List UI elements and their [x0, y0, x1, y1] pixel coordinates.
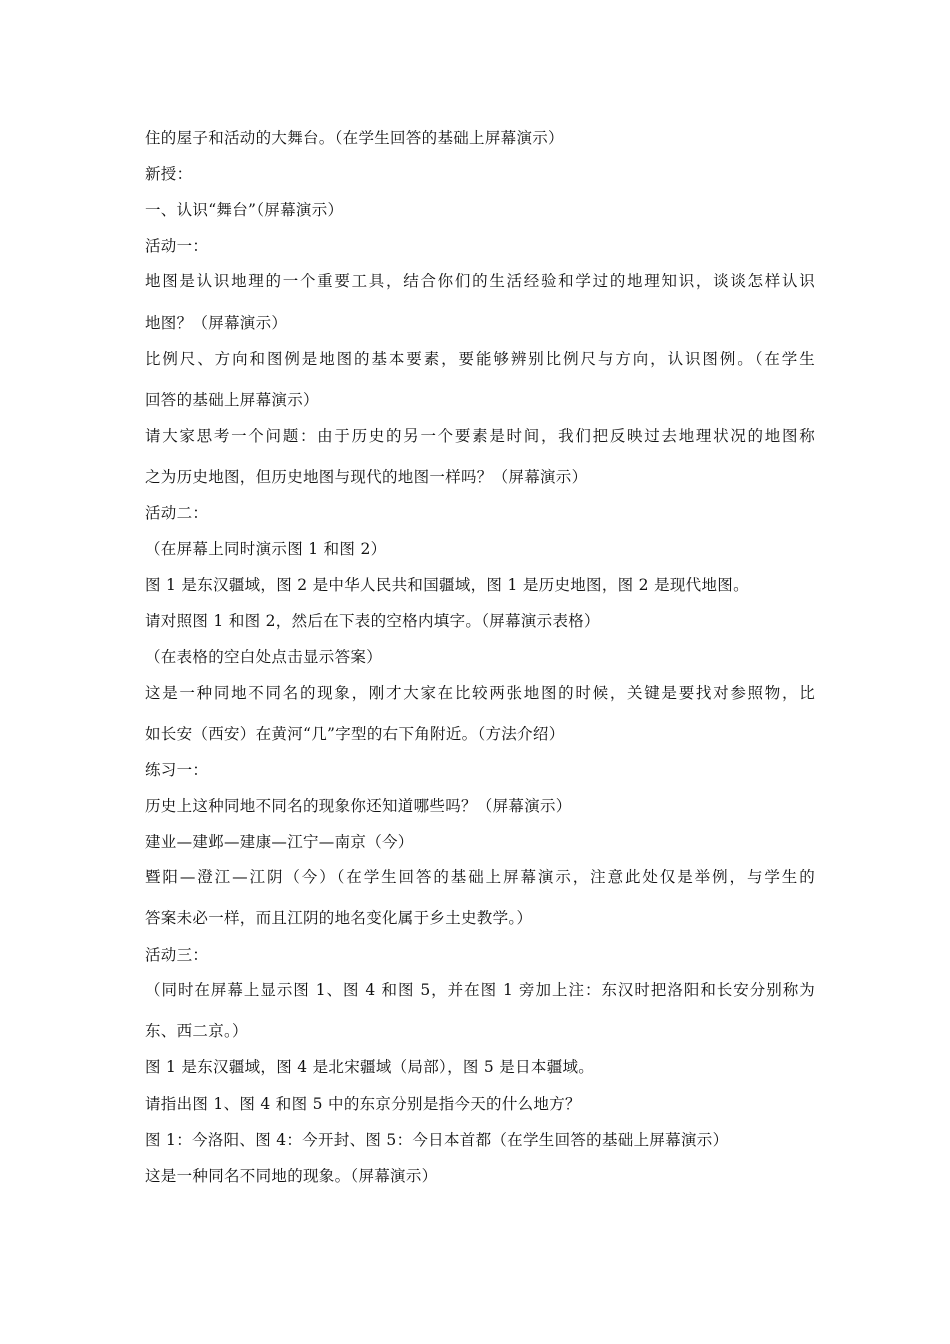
paragraph-line: 请指出图 1、图 4 和图 5 中的东京分别是指今天的什么地方？: [145, 1095, 581, 1113]
section-heading: 一、认识“舞台”（屏幕演示）: [145, 201, 344, 219]
paragraph-line: 答案未必一样，而且江阴的地名变化属于乡土史教学。）: [145, 909, 533, 927]
paragraph-line: 这是一种同地不同名的现象，刚才大家在比较两张地图的时候，关键是要找对参照物，比: [145, 684, 815, 702]
activity-heading: 活动一：: [145, 237, 209, 255]
paragraph-line: 地图？（屏幕演示）: [145, 314, 288, 332]
paragraph-line: 暨阳—澄江—江阴（今）（在学生回答的基础上屏幕演示，注意此处仅是举例，与学生的: [145, 868, 815, 886]
paragraph-line: （在表格的空白处点击显示答案）: [145, 648, 383, 666]
activity-heading: 活动二：: [145, 504, 209, 522]
exercise-heading: 练习一：: [145, 761, 209, 779]
paragraph-line: 图 1 是东汉疆域，图 4 是北宋疆域（局部），图 5 是日本疆域。: [145, 1058, 595, 1076]
paragraph-line: 住的屋子和活动的大舞台。（在学生回答的基础上屏幕演示）: [145, 129, 564, 147]
paragraph-line: 比例尺、方向和图例是地图的基本要素，要能够辨别比例尺与方向，认识图例。（在学生: [145, 350, 815, 368]
paragraph-line: 图 1 是东汉疆域，图 2 是中华人民共和国疆域，图 1 是历史地图，图 2 是现代地图。: [145, 576, 749, 594]
paragraph-line: （在屏幕上同时演示图 1 和图 2）: [145, 540, 387, 558]
paragraph-line: 请对照图 1 和图 2，然后在下表的空格内填字。（屏幕演示表格）: [145, 612, 600, 630]
activity-heading: 活动三：: [145, 946, 209, 964]
paragraph-line: 之为历史地图，但历史地图与现代的地图一样吗？（屏幕演示）: [145, 468, 588, 486]
paragraph-line: 如长安（西安）在黄河“几”字型的右下角附近。（方法介绍）: [145, 725, 565, 743]
paragraph-line: 建业—建邺—建康—江宁—南京（今）: [145, 833, 414, 851]
paragraph-line: 历史上这种同地不同名的现象你还知道哪些吗？（屏幕演示）: [145, 797, 572, 815]
paragraph-line: 图 1：今洛阳、图 4：今开封、图 5：今日本首都（在学生回答的基础上屏幕演示）: [145, 1131, 729, 1149]
paragraph-line: （同时在屏幕上显示图 1、图 4 和图 5，并在图 1 旁加上注：东汉时把洛阳和长安分别称为: [145, 981, 815, 999]
paragraph-line: 请大家思考一个问题：由于历史的另一个要素是时间，我们把反映过去地理状况的地图称: [145, 427, 815, 445]
paragraph-line: 这是一种同名不同地的现象。（屏幕演示）: [145, 1167, 438, 1185]
paragraph-line: 东、西二京。）: [145, 1022, 248, 1040]
paragraph-line: 地图是认识地理的一个重要工具，结合你们的生活经验和学过的地理知识，谈谈怎样认识: [145, 272, 815, 290]
paragraph-line: 新授：: [145, 165, 193, 183]
paragraph-line: 回答的基础上屏幕演示）: [145, 391, 319, 409]
